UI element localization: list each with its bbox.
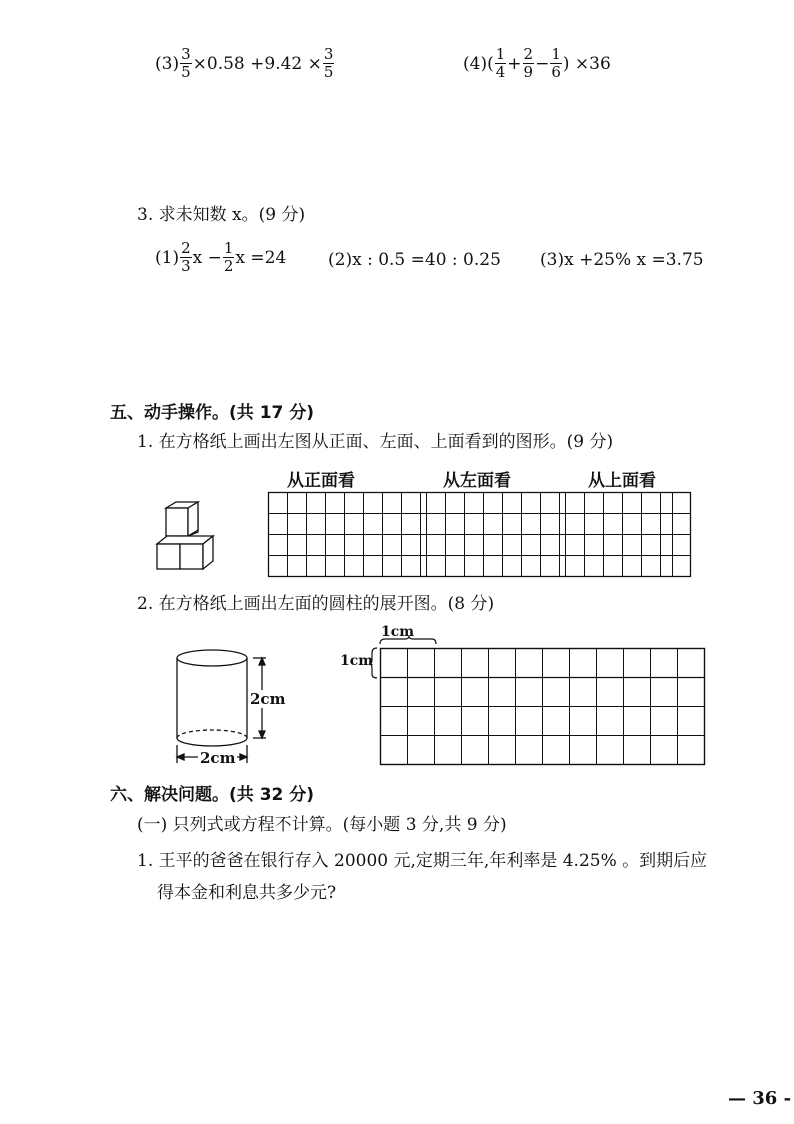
problem-1-line1: 1. 王平的爸爸在银行存入 20000 元,定期三年,年利率是 4.25% 。到期后应 [137, 851, 708, 871]
cube-stack-figure [150, 500, 220, 580]
problem-1-line2: 得本金和利息共多少元? [157, 883, 337, 903]
equation-1 [155, 240, 286, 275]
equation-middle: x − [192, 247, 222, 268]
page-number: — 36 - [728, 1088, 792, 1109]
fraction: $\frac{2}{3}$ [181, 239, 191, 275]
calc-q4 [463, 46, 611, 81]
section5-q1: 1. 在方格纸上画出左图从正面、左面、上面看到的图形。(9 分) [137, 432, 614, 452]
calc-q4-tail: ) ×36 [562, 53, 611, 74]
operator: − [535, 53, 550, 74]
fraction: $\frac{1}{2}$ [223, 239, 234, 275]
cylinder-height-label: 2cm [250, 690, 286, 708]
equation-3: (3)x +25% x =3.75 [540, 250, 704, 270]
calc-q4-number: (4)( [463, 53, 494, 74]
fraction: $\frac{1}{4}$ [495, 45, 506, 81]
cylinder-diameter-label: 2cm [200, 749, 236, 767]
view-grid [268, 492, 692, 578]
equation-number: (1) [155, 247, 180, 268]
equation-tail: x =24 [235, 247, 287, 268]
calc-q3-middle: ×0.58 +9.42 × [192, 53, 322, 74]
fraction: $\frac{3}{5}$ [323, 45, 334, 81]
calc-q3 [155, 46, 335, 81]
section5-q2: 2. 在方格纸上画出左面的圆柱的展开图。(8 分) [137, 594, 495, 614]
section6-sub1: (一) 只列式或方程不计算。(每小题 3 分,共 9 分) [137, 815, 507, 835]
grid-unit-top-label: 1cm [381, 624, 415, 640]
grid-unit-left-label: 1cm [340, 653, 374, 669]
net-grid [368, 636, 706, 766]
view-label-left: 从左面看 [443, 471, 511, 491]
section5-title: 五、动手操作。(共 17 分) [110, 403, 315, 423]
section6-title: 六、解决问题。(共 32 分) [110, 785, 315, 805]
fraction: $\frac{2}{9}$ [523, 45, 534, 81]
calc-q3-number: (3) [155, 53, 180, 74]
equations-heading: 3. 求未知数 x。(9 分) [137, 205, 306, 225]
view-label-front: 从正面看 [287, 471, 355, 491]
fraction: $\frac{3}{5}$ [181, 45, 191, 81]
view-label-top: 从上面看 [588, 471, 656, 491]
equation-2: (2)x : 0.5 =40 : 0.25 [328, 250, 501, 270]
fraction: $\frac{1}{6}$ [551, 45, 561, 81]
operator: + [507, 53, 522, 74]
